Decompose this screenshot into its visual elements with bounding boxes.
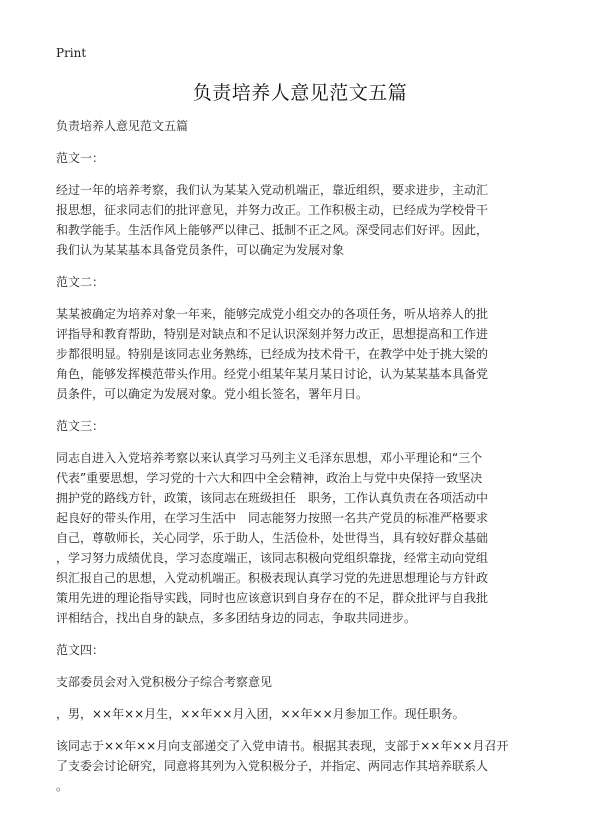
paragraph: [56, 704, 548, 724]
paragraph-line: 支部委员会对入党积极分子综合考察意见: [56, 675, 273, 689]
paragraph-line: 评相结合，找出自身的缺点，多多团结身边的同志，争取共同进步。: [56, 611, 417, 625]
paragraph-line: 和教学能手。生活作风上能够严以律己、抵制不正之风。深受同志们好评。因此，: [56, 223, 489, 237]
document-body: [56, 116, 548, 808]
spacer: [56, 136, 548, 148]
paragraph-line: 某某被确定为培养对象一年来，能够完成党小组交办的各项任务，听从培养人的批: [56, 307, 489, 321]
paragraph-line: 步都很明显。特别是该同志业务熟练，已经成为技术骨干，在教学中处于挑大梁的: [56, 347, 489, 361]
paragraph-line: 了支委会讨论研究，同意将其列为入党积极分子，并指定、两同志作其培养联系人: [56, 759, 489, 773]
section-heading: 范文三：: [56, 419, 105, 433]
paragraph-line: 我们认为某某基本具备党员条件，可以确定为发展对象: [56, 243, 345, 257]
spacer: [56, 660, 548, 672]
paragraph-line: 角色，能够发挥模范带头作用。经党小组某年某月某日讨论，认为某某基本具备党: [56, 367, 489, 381]
spacer: [56, 796, 548, 808]
print-link[interactable]: Print: [56, 46, 87, 60]
paragraph-line: 该同志于××年××月向支部递交了入党申请书。根据其表现，支部于××年××月召开: [56, 739, 509, 753]
spacer: [56, 168, 548, 180]
paragraph-line: 织汇报自己的思想，入党动机端正。积极表现认真学习党的先进思想理论与方针政: [56, 571, 489, 585]
document-subtitle: 负责培养人意见范文五篇: [56, 119, 189, 133]
page-title: 负责培养人意见范文五篇: [192, 82, 408, 104]
paragraph: [56, 736, 548, 796]
paragraph: [56, 304, 548, 404]
paragraph-line: 代表”重要思想，学习党的十六大和四中全会精神，政治上与党中央保持一致坚决: [56, 471, 483, 485]
paragraph: [56, 672, 548, 692]
spacer: [56, 292, 548, 304]
paragraph-line: 报思想，征求同志们的批评意见，并努力改正。工作积极主动，已经成为学校骨干: [56, 203, 489, 217]
section-heading: 范文二：: [56, 275, 105, 289]
section-heading: 范文四：: [56, 643, 105, 657]
paragraph-line: 策用先进的理论指导实践，同时也应该意识到自身存在的不足，群众批评与自我批: [56, 591, 489, 605]
spacer: [56, 724, 548, 736]
paragraph-line: 员条件，可以确定为发展对象。党小组长签名，署年月日。: [56, 387, 369, 401]
spacer: [56, 436, 548, 448]
paragraph-line: 经过一年的培养考察，我们认为某某入党动机端正，靠近组织，要求进步，主动汇: [56, 183, 489, 197]
paragraph-line: 拥护党的路线方针，政策，该同志在班级担任 职务，工作认真负责在各项活动中: [56, 491, 489, 505]
paragraph-line: 同志自进入入党培养考察以来认真学习马列主义毛泽东思想，邓小平理论和“三个: [56, 451, 483, 465]
paragraph-line: 。: [56, 779, 69, 793]
paragraph: [56, 448, 548, 628]
paragraph-line: ，学习努力成绩优良，学习态度端正，该同志积极向党组织靠拢，经常主动向党组: [56, 551, 489, 565]
section-heading: 范文一：: [56, 151, 105, 165]
spacer: [56, 692, 548, 704]
paragraph-line: 评指导和教育帮助，特别是对缺点和不足认识深刻并努力改正，思想提高和工作进: [56, 327, 489, 341]
paragraph-line: 自己，尊敬师长，关心同学，乐于助人，生活俭朴，处世得当，具有较好群众基础: [56, 531, 489, 545]
paragraph-line: 起良好的带头作用，在学习生活中 同志能努力按照一名共产党员的标准严格要求: [56, 511, 489, 525]
spacer: [56, 628, 548, 640]
paragraph: [56, 180, 548, 260]
spacer: [56, 404, 548, 416]
spacer: [56, 260, 548, 272]
paragraph-line: ，男，××年××月生，××年××月入团，××年××月参加工作。现任职务。: [56, 707, 465, 721]
